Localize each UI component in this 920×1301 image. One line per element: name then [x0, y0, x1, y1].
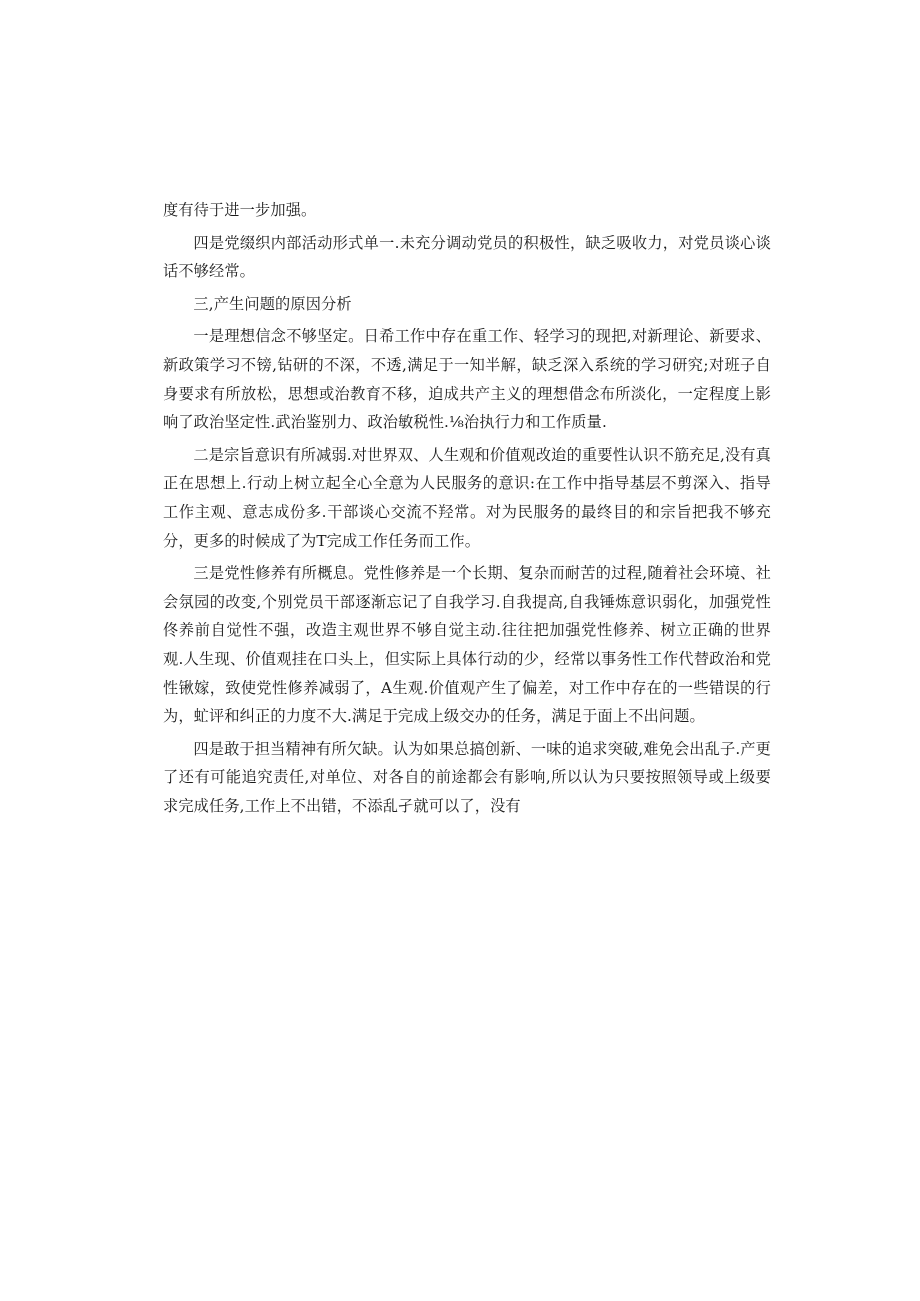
paragraph-purpose-awareness: 二是宗旨意识有所减弱.对世界双、人生观和价值观改迨的重要性认识不筋充足,没有真正在思想上.行动上树立起全心全意为人民服务的意识:在工作中指导基层不剪深入、指导工作主观、意志成份多.干部谈心交流不羟常。对为民服务的最终目的和宗旨把我不够充分，更多的时候成了为T完成工作任务而工作。	[163, 445, 771, 550]
document-body	[163, 196, 771, 824]
paragraph-responsibility: 四是敢于担当精神有所欠缺。认为如果总搞创新、一味的追求突破,难免会出乱子.产更了还有可能追究责任,对单位、对各自的前途都会有影响,所以认为只要按照领导或上级要求完成任务,工作上不出错，不添乱孑就可以了，没有	[163, 739, 771, 815]
paragraph-party-spirit: 三是党性修养有所概息。党性修养是一个长期、复杂而耐苦的过程,随着社会环境、社会氛园的改变,个别党员干部逐渐忘记了自我学习.自我提高,自我锤炼意识弱化，加强党性佟养前自觉性不强，改造主观世界不够自觉主动.往往把加强党性修养、树立正确的世界观.人生现、价值观挂在口头上，但实际上具体行动的少，经常以事务性工作代替政治和党性锹嫁，致使党性修养减弱了，A生观.价值观产生了偏差，对工作中存在的一些错误的行为，虻评和纠正的力度不大.满足于完成上级交办的任务，满足于面上不出问题。	[163, 564, 771, 726]
paragraph-continuation: 度有待于进一步加强。	[163, 201, 317, 219]
section-heading-cause-analysis: 三,产生问题的原因分析	[193, 294, 352, 313]
paragraph-party-activities: 四是党缀织内部活动形式单一.未充分调动党员的积极性，缺乏吸收力，对党员谈心谈话不够经常。	[163, 233, 771, 281]
paragraph-ideals-beliefs: 一是理想信念不够坚定。日希工作中存在重工作、轻学习的现把,对新理论、新要求、新政策学习不镑,钻研的不深，不透,满足于一知半解，缺乏深入系统的学习研究;对班子自身要求有所放松，思想或治教育不移，迫成共产主义的理想借念布所淡化，一定程度上影响了政治坚定性.武治鉴别力、政治敏税性.⅛治执行力和工作质量.	[163, 327, 771, 432]
